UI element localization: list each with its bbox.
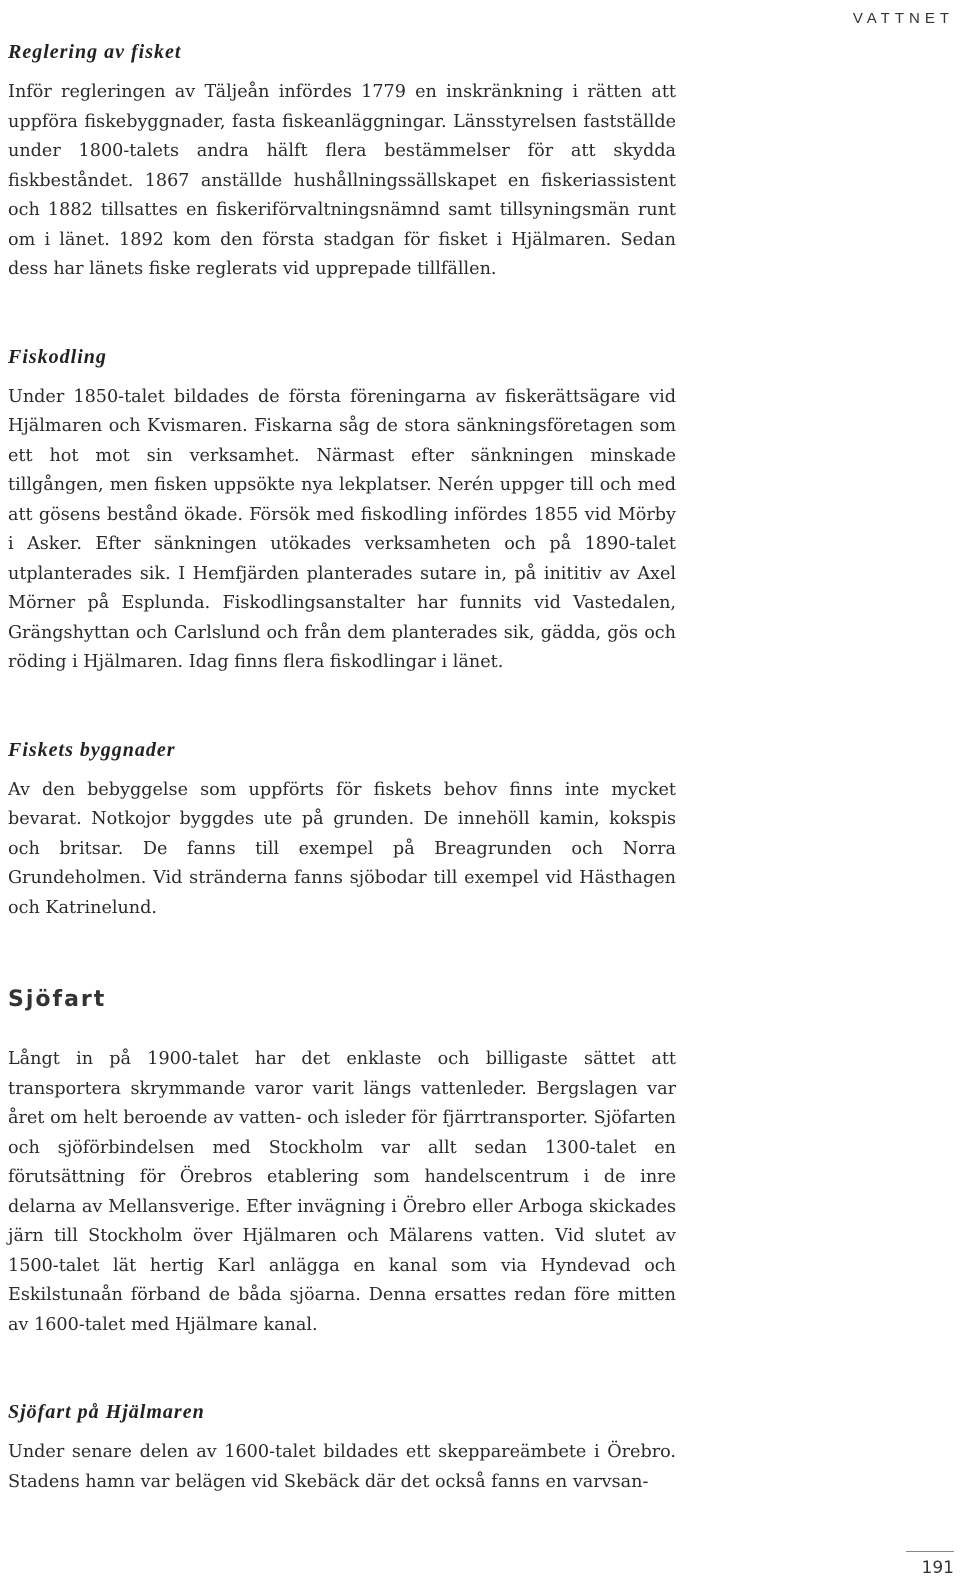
section-paragraph: Under senare delen av 1600-talet bildades ett skeppareämbete i Örebro. Stadens hamn var belägen vid Skebäck där det också fanns en varvsan- <box>8 1442 676 1492</box>
page-content <box>8 38 676 1497</box>
section-fiskodling <box>8 343 676 678</box>
spacer <box>8 678 676 736</box>
section-heading: Sjöfart på Hjälmaren <box>8 1401 205 1423</box>
section-paragraph: Långt in på 1900-talet har det enklaste och billigaste sättet att transportera skrymmande varor varit längs vattenleder. Bergslagen var året om helt beroende av vatten- och isleder för fjärrtransporter. Sjöfarten och sjöförbindelsen med Stockholm var allt sedan 1300-talet en förutsättning för Örebros etablering som handelscentrum i de inre delarna av Mellansverige. Efter invägning i Örebro eller Arboga skickades järn till Stockholm över Hjälmaren och Mälarens vatten. Vid slutet av 1500-talet lät hertig Karl anlägga en kanal som via Hyndevad och Eskilstunaån förband de båda sjöarna. Denna ersattes redan före mitten av 1600-talet med Hjälmare kanal. <box>8 1049 676 1335</box>
section-heading: Reglering av fisket <box>8 41 182 63</box>
section-sjofart <box>8 985 676 1340</box>
section-paragraph: Inför regleringen av Täljeån infördes 1779 en inskränkning i rätten att uppföra fiskebyggnader, fasta fiskeanläggningar. Länsstyrelsen fastställde under 1800-talets andra hälft flera bestämmelser för att skydda fiskbeståndet. 1867 anställde hushållningssällskapet en fiskeriassistent och 1882 tillsattes en fiskeriförvaltningsnämnd samt tillsyningsmän runt om i länet. 1892 kom den första stadgan för fisket i Hjälmaren. Sedan dess har länets fiske reglerats vid upprepade tillfällen. <box>8 82 676 279</box>
section-sjofart-pa-hjalmaren <box>8 1398 676 1497</box>
section-fiskets-byggnader <box>8 736 676 924</box>
major-heading: Sjöfart <box>8 987 107 1012</box>
page-number: 191 <box>906 1551 954 1578</box>
section-paragraph: Under 1850-talet bildades de första föreningarna av fiskerättsägare vid Hjälmaren och Kvismaren. Fiskarna såg de stora sänkningsföretagen som ett hot mot sin verksamhet. Närmast efter sänkningen minskade tillgången, men fisken uppsökte nya lekplatser. Nerén uppger till och med att gösens bestånd ökade. Försök med fiskodling infördes 1855 vid Mörby i Asker. Efter sänkningen utökades verksamheten och på 1890-talet utplanterades sik. I Hemfjärden planterades sutare in, på inititiv av Axel Mörner på Esplunda. Fiskodlingsanstalter har funnits vid Vastedalen, Grängshyttan och Carlslund och från dem planterades sik, gädda, gös och röding i Hjälmaren. Idag finns flera fiskodlingar i länet. <box>8 386 676 672</box>
spacer <box>8 1340 676 1398</box>
section-paragraph: Av den bebyggelse som uppförts för fiskets behov finns inte mycket bevarat. Notkojor byggdes ute på grunden. De innehöll kamin, kokspis och britsar. De fanns till exempel på Breagrunden och Norra Grundeholmen. Vid stränderna fanns sjöbodar till exempel vid Hästhagen och Katrinelund. <box>8 779 676 918</box>
section-heading: Fiskodling <box>8 345 107 368</box>
spacer <box>8 923 676 985</box>
section-reglering <box>8 38 676 285</box>
running-head: VATTNET <box>852 10 954 27</box>
spacer <box>8 285 676 343</box>
section-heading: Fiskets byggnader <box>8 738 176 761</box>
